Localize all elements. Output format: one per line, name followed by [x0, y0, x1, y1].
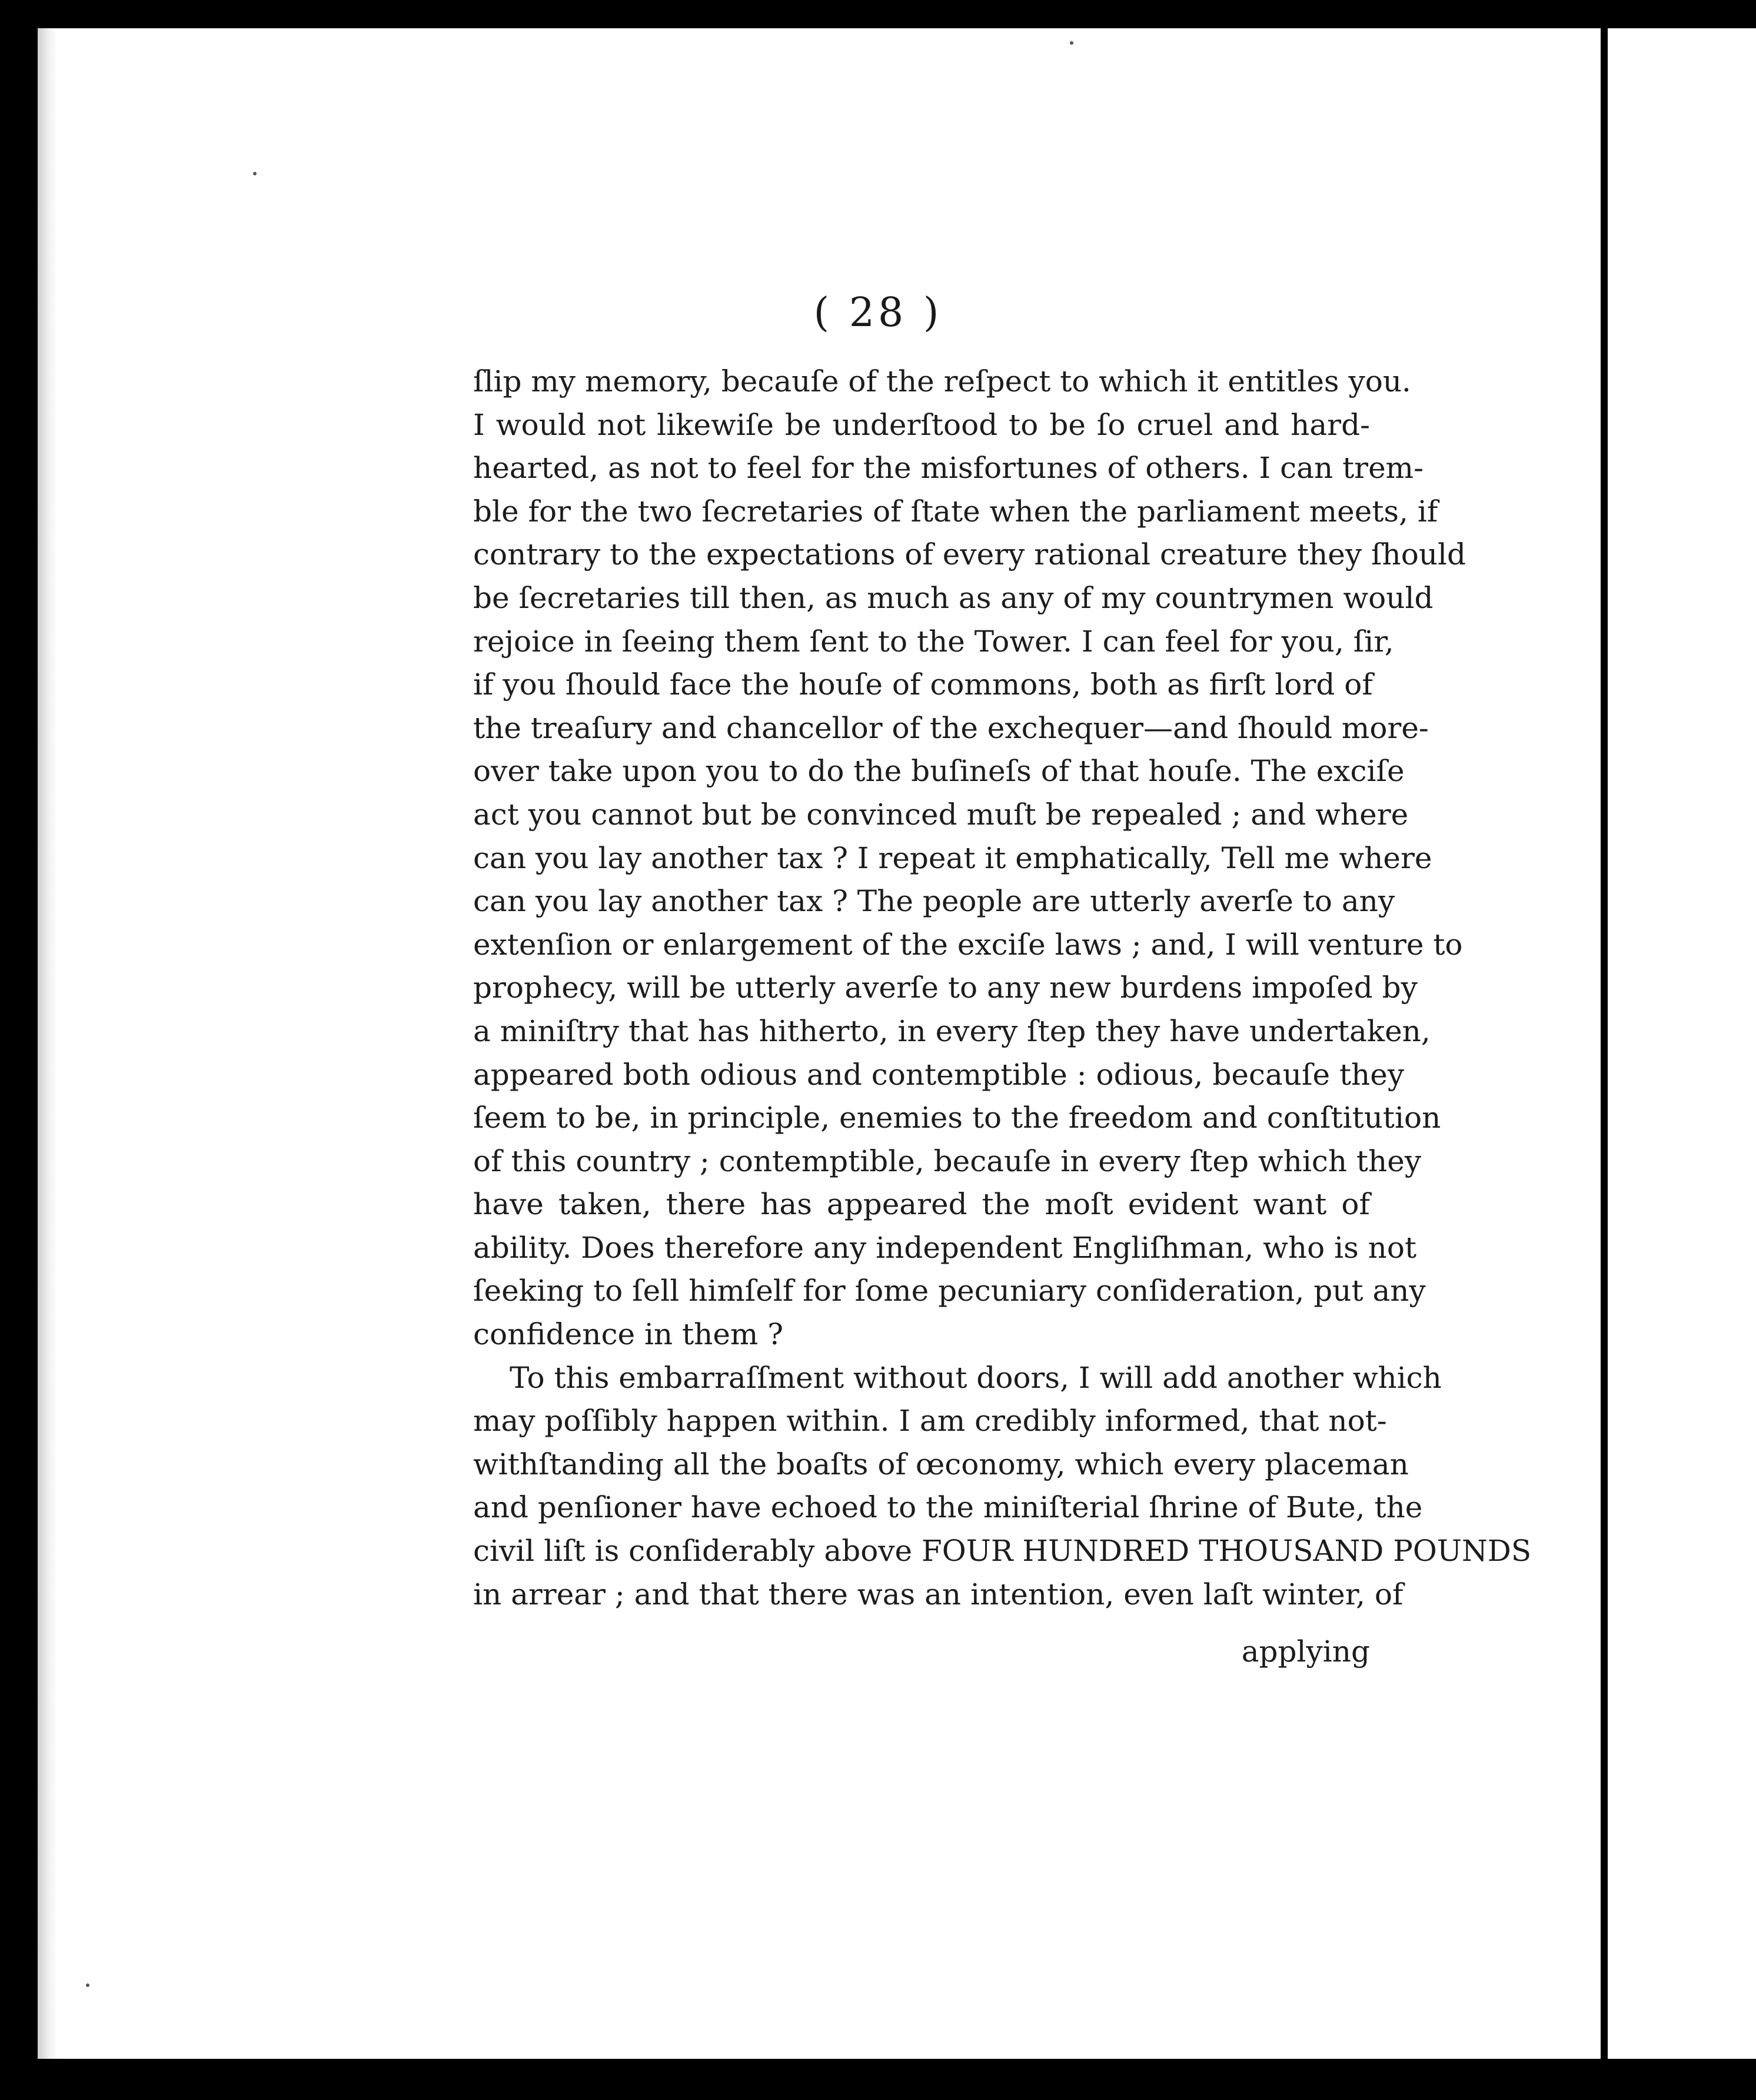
- text-line: in arrear ; and that there was an intention, even laſt winter, of: [473, 1577, 1404, 1611]
- text-line: extenſion or enlargement of the exciſe laws ; and, I will venture to: [473, 927, 1463, 962]
- text-line: if you ſhould face the houſe of commons, both as firſt lord of: [473, 667, 1373, 702]
- scan-speck: [253, 172, 257, 175]
- text-line: may poſſibly happen within. I am credibly informed, that not-: [473, 1404, 1387, 1438]
- text-line: can you lay another tax ? The people are utterly averſe to any: [473, 884, 1395, 919]
- text-line: To this embarraſſment without doors, I will add another which: [510, 1360, 1442, 1395]
- text-line: contrary to the expectations of every rational creature they ſhould: [473, 537, 1466, 572]
- text-line: a miniſtry that has hitherto, in every ſtep they have undertaken,: [473, 1014, 1431, 1048]
- text-line: ability. Does therefore any independent Engliſhman, who is not: [473, 1230, 1417, 1265]
- text-line: appeared both odious and contemptible : odious, becauſe they: [473, 1057, 1405, 1092]
- text-line: confidence in them ?: [473, 1317, 784, 1352]
- text-line: ſeeking to ſell himſelf for ſome pecuniary conſideration, put any: [473, 1274, 1426, 1308]
- catchword: applying: [1241, 1634, 1370, 1669]
- body-text: [473, 360, 1532, 1616]
- text-line: the treaſury and chancellor of the exchequer—and ſhould more-: [473, 710, 1429, 745]
- text-line: be ſecretaries till then, as much as any of my countrymen would: [473, 580, 1434, 615]
- scan-speck: [86, 1983, 89, 1987]
- text-line: can you lay another tax ? I repeat it emphatically, Tell me where: [473, 840, 1432, 875]
- text-line: ſeem to be, in principle, enemies to the freedom and conſtitution: [473, 1101, 1441, 1135]
- text-line: I would not likewiſe be underſtood to be ſo cruel and hard-: [473, 407, 1370, 442]
- text-line: and penſioner have echoed to the miniſterial ſhrine of Bute, the: [473, 1490, 1423, 1525]
- text-line: prophecy, will be utterly averſe to any new burdens impoſed by: [473, 971, 1418, 1005]
- text-line: withſtanding all the boaſts of œconomy, which every placeman: [473, 1447, 1409, 1481]
- text-line: hearted, as not to feel for the misfortunes of others. I can trem-: [473, 451, 1424, 486]
- text-line: civil liſt is conſiderably above FOUR HUNDRED THOUSAND POUNDS: [473, 1534, 1532, 1569]
- text-line: ſlip my memory, becauſe of the reſpect to which it entitles you.: [473, 364, 1411, 398]
- page-number: ( 28 ): [813, 290, 943, 336]
- text-line: act you cannot but be convinced muſt be repealed ; and where: [473, 797, 1409, 832]
- scan-speck: [1070, 41, 1073, 45]
- text-line: of this country ; contemptible, becauſe in every ſtep which they: [473, 1144, 1422, 1178]
- text-line: have taken, there has appeared the moſt evident want of: [473, 1187, 1370, 1222]
- text-line: ble for the two ſecretaries of ſtate when the parliament meets, if: [473, 494, 1438, 529]
- text-line: over take upon you to do the buſineſs of that houſe. The exciſe: [473, 754, 1405, 789]
- text-line: rejoice in ſeeing them ſent to the Tower. I can feel for you, ſir,: [473, 624, 1394, 659]
